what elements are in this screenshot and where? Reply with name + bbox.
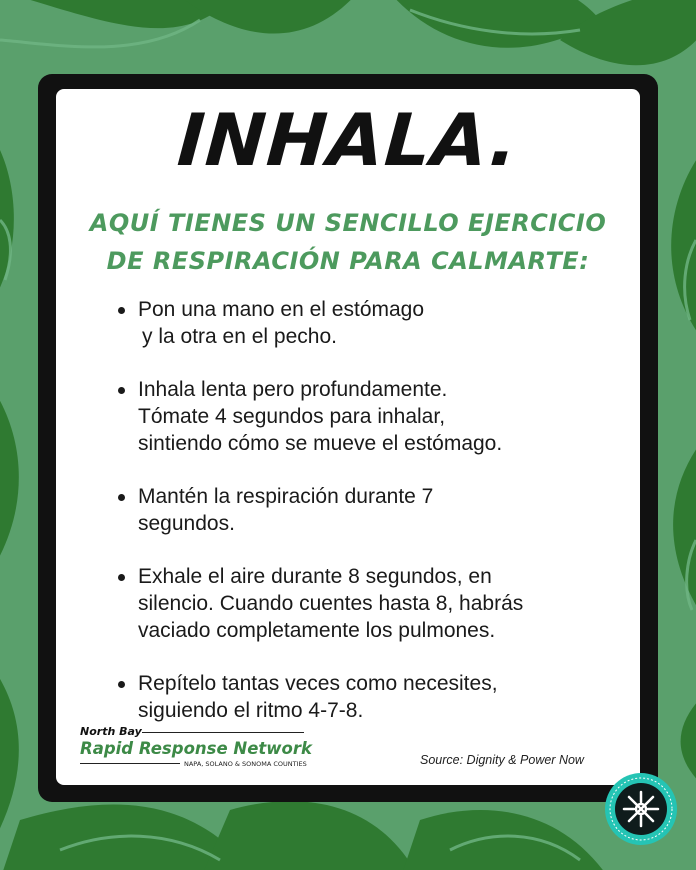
- bullet-icon: [118, 494, 125, 501]
- source-credit: Source: Dignity & Power Now: [420, 753, 584, 767]
- bullet-icon: [118, 681, 125, 688]
- list-item: [116, 376, 596, 457]
- step-4-line-3: vaciado completamente los pulmones.: [138, 619, 496, 642]
- step-1-line-2: y la otra en el pecho.: [142, 325, 337, 348]
- logo-rule: [80, 763, 180, 764]
- logo-line-3: NAPA, SOLANO & SONOMA COUNTIES: [184, 760, 307, 768]
- step-2-line-2: Tómate 4 segundos para inhalar,: [138, 405, 446, 428]
- step-2-line-3: sintiendo cómo se mueve el estómago.: [138, 432, 503, 455]
- subtitle: [0, 204, 696, 280]
- step-2-line-1: Inhala lenta pero profundamente.: [138, 378, 448, 401]
- step-5-line-2: siguiendo el ritmo 4-7-8.: [138, 699, 364, 722]
- page-title: INHALA.: [174, 98, 522, 182]
- bullet-icon: [118, 307, 125, 314]
- bullet-icon: [118, 574, 125, 581]
- subtitle-line-2: DE RESPIRACIÓN PARA CALMARTE:: [106, 247, 590, 275]
- step-3-line-1: Mantén la respiración durante 7: [138, 485, 434, 508]
- step-4-line-2: silencio. Cuando cuentes hasta 8, habrás: [138, 592, 524, 615]
- list-item: [116, 563, 596, 644]
- step-4-line-1: Exhale el aire durante 8 segundos, en: [138, 565, 492, 588]
- logo-line-2: Rapid Response Network: [80, 739, 312, 758]
- steps-list: [116, 296, 596, 750]
- network-logo: [80, 725, 312, 768]
- logo-line-1: North Bay: [80, 725, 142, 738]
- list-item: [116, 296, 596, 350]
- step-5-line-1: Repítelo tantas veces como necesites,: [138, 672, 498, 695]
- step-1-line-1: Pon una mano en el estómago: [138, 298, 425, 321]
- list-item: [116, 670, 596, 724]
- bullet-icon: [118, 387, 125, 394]
- organization-seal-icon: [604, 772, 678, 846]
- subtitle-line-1: AQUÍ TIENES UN SENCILLO EJERCICIO: [89, 209, 607, 237]
- logo-rule: [142, 732, 304, 733]
- step-3-line-2: segundos.: [138, 512, 235, 535]
- list-item: [116, 483, 596, 537]
